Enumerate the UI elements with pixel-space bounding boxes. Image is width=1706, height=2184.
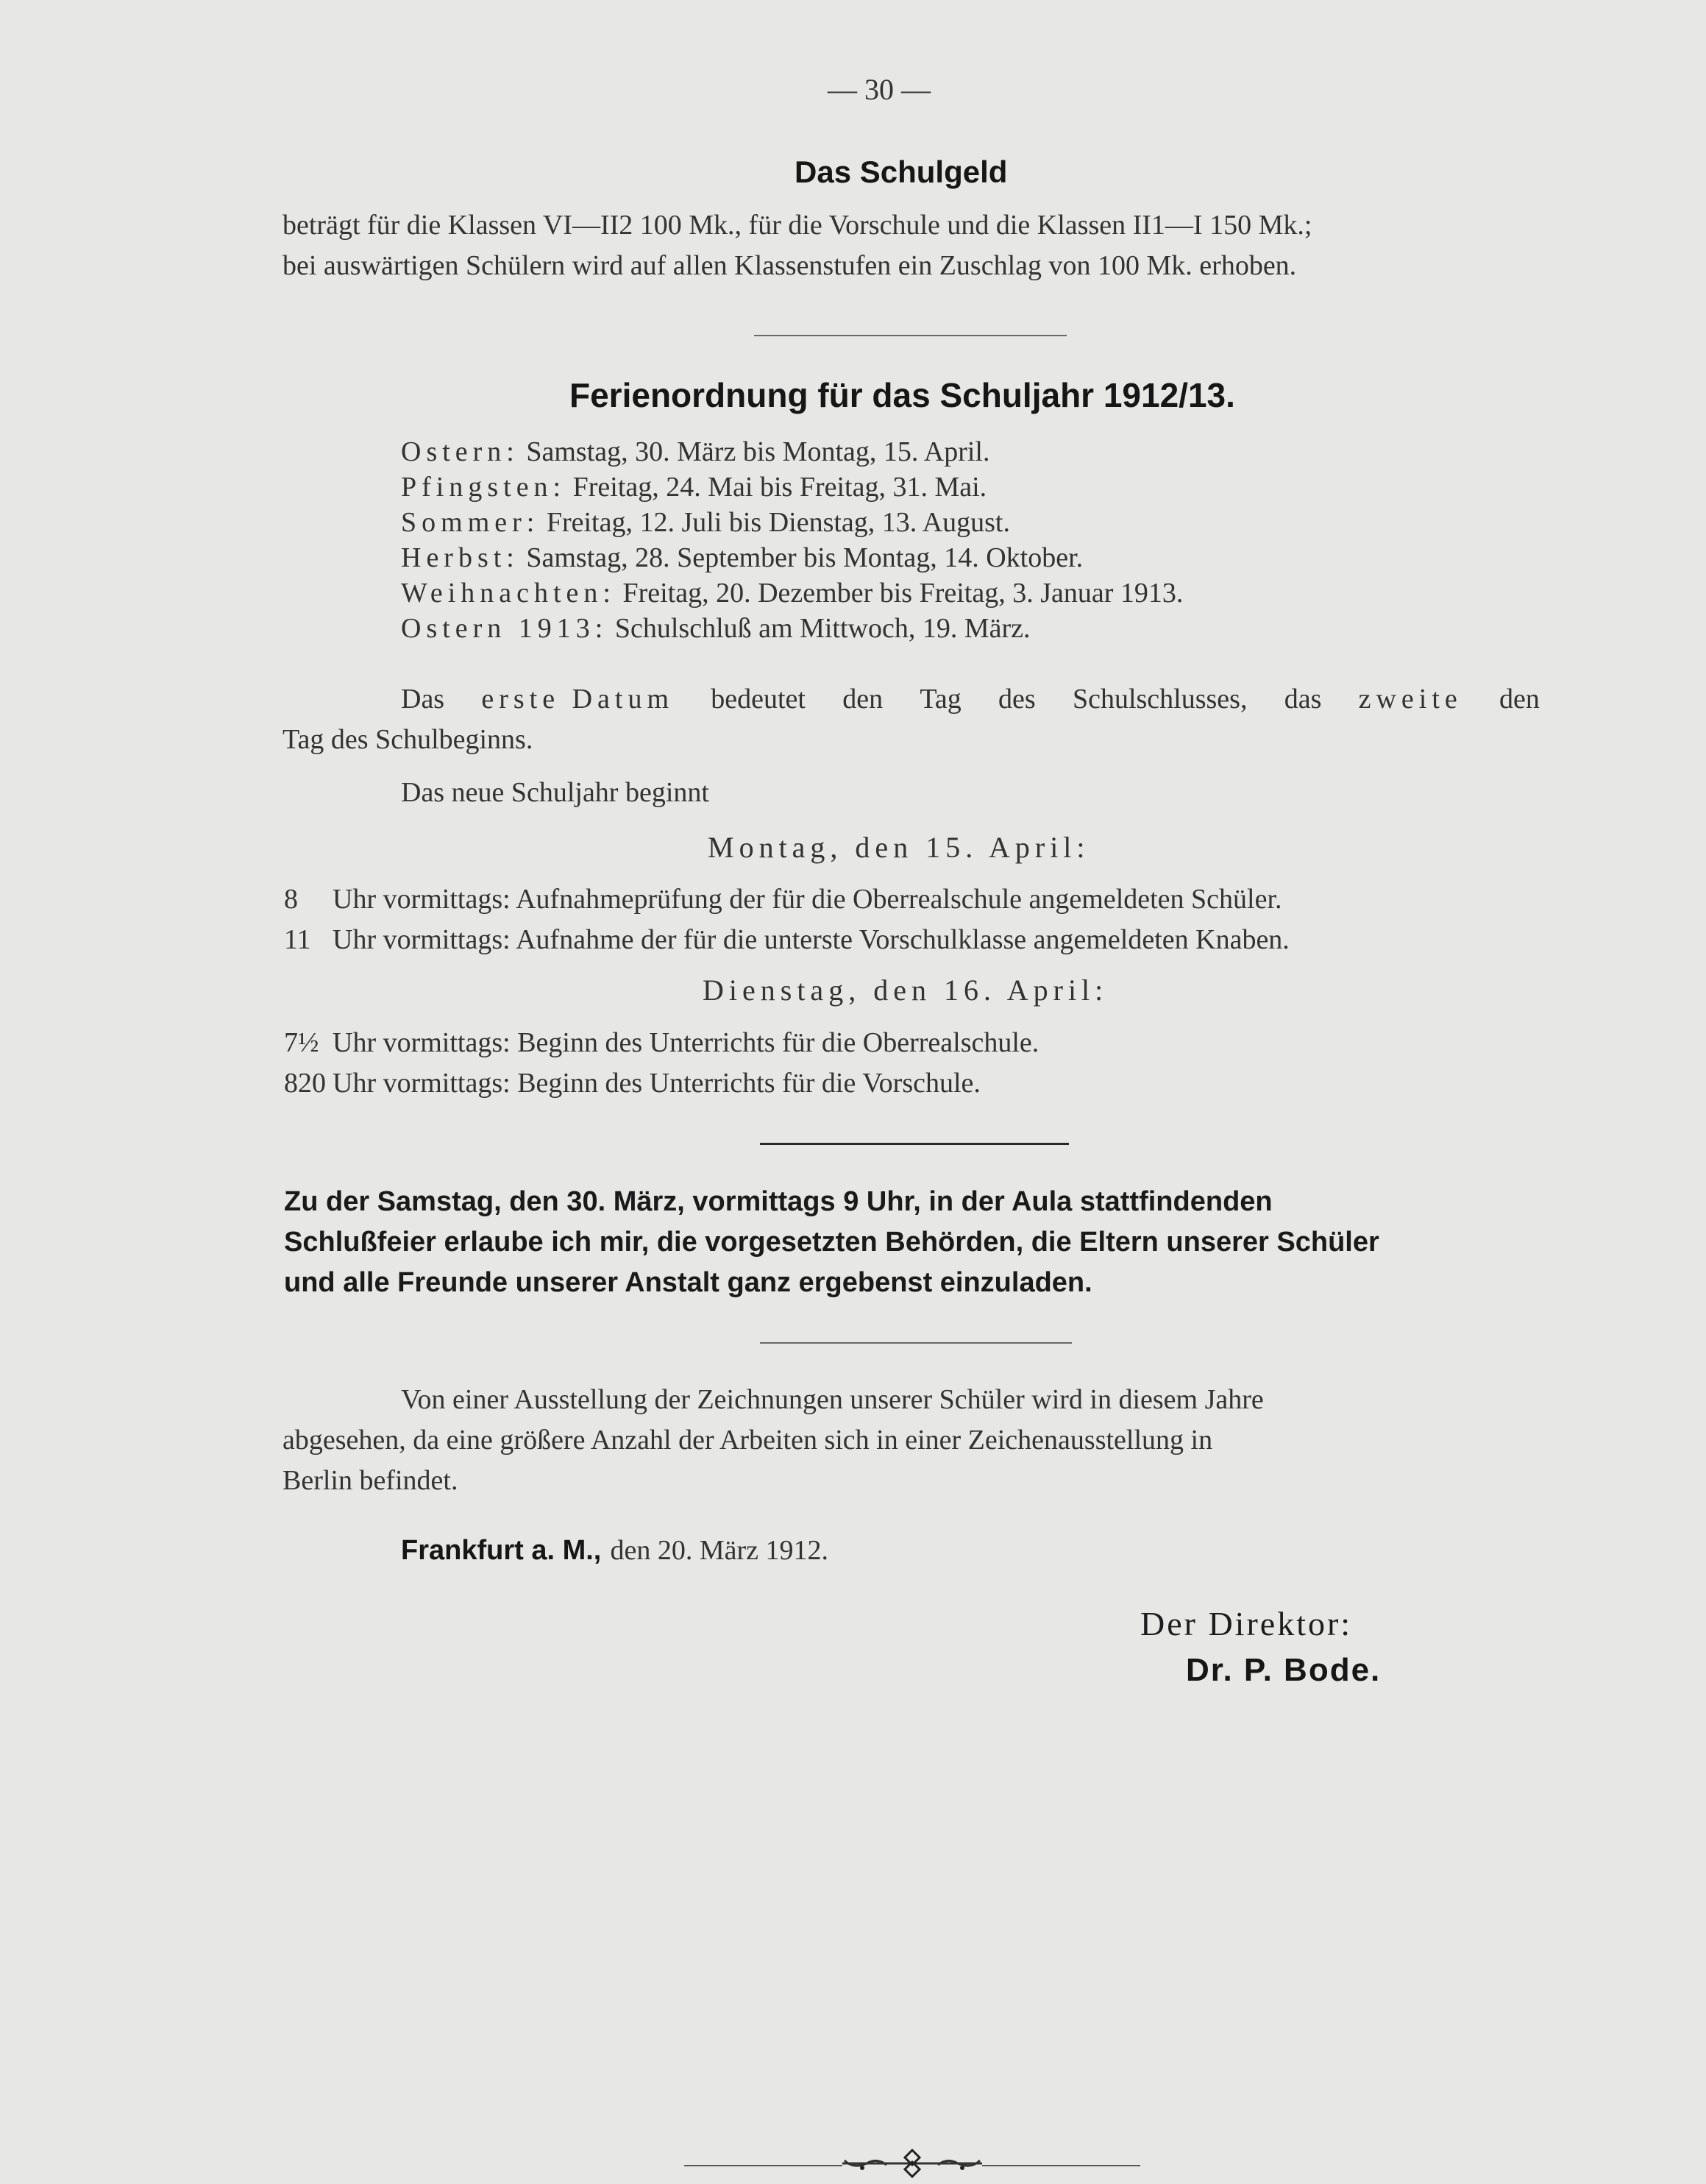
note-word: Schulschlusses, xyxy=(1072,684,1248,715)
note-word: den xyxy=(1499,684,1540,715)
exhibition-line-3: Berlin befindet. xyxy=(282,1465,458,1496)
ferien-dates: Schulschluß am Mittwoch, 19. März. xyxy=(614,613,1031,644)
schedule-time: 820 xyxy=(284,1068,326,1099)
note-word: des xyxy=(998,684,1036,715)
ferien-dates: Freitag, 20. Dezember bis Freitag, 3. Januar 1913. xyxy=(622,578,1184,609)
ferien-dates: Samstag, 30. März bis Montag, 15. April. xyxy=(526,436,990,467)
ferien-row xyxy=(401,506,1010,539)
invitation-line-2: Schlußfeier erlaube ich mir, die vorgesetzten Behörden, die Eltern unserer Schüler xyxy=(284,1227,1379,1258)
note-word: das xyxy=(1284,684,1322,715)
schulgeld-heading: Das Schulgeld xyxy=(795,155,1008,189)
ferien-note-line-1 xyxy=(401,683,1540,715)
invitation-line-3: und alle Freunde unserer Anstalt ganz ergebenst einzuladen. xyxy=(284,1267,1092,1298)
divider-1 xyxy=(754,335,1067,336)
invitation-text-1: Zu der Samstag, den 30. März, vormittags 9 Uhr, in der Aula stattfindenden xyxy=(284,1186,1273,1217)
note-word: bedeutet xyxy=(711,684,806,715)
schedule-row xyxy=(333,1027,1039,1059)
divider-2 xyxy=(760,1143,1069,1145)
schedule-time: 8 xyxy=(284,884,298,915)
schedule-row xyxy=(333,1067,981,1099)
ferien-dates: Freitag, 24. Mai bis Freitag, 31. Mai. xyxy=(572,472,987,503)
note-word: zweite xyxy=(1358,684,1462,715)
schulgeld-line-1 xyxy=(282,209,1540,241)
ferien-dates: Freitag, 12. Juli bis Dienstag, 13. August. xyxy=(546,507,1010,538)
new-year-text: Das neue Schuljahr beginnt xyxy=(401,777,709,808)
schedule-text: Beginn des Unterrichts für die Vorschule. xyxy=(517,1068,981,1099)
note-word: den xyxy=(842,684,884,715)
divider-3 xyxy=(760,1342,1072,1344)
note-word: Tag xyxy=(920,684,962,715)
ferien-label: Weihnachten: xyxy=(401,578,616,609)
schulgeld-line-2: bei auswärtigen Schülern wird auf allen Klassenstufen ein Zuschlag von 100 Mk. erhoben. xyxy=(282,250,1297,281)
ferien-label: Sommer: xyxy=(401,507,540,538)
note-word: erste Datum xyxy=(481,684,675,715)
day2-heading: Dienstag, den 16. April: xyxy=(703,974,1109,1007)
signature-title: Der Direktor: xyxy=(1140,1605,1353,1642)
ferien-heading: Ferienordnung für das Schuljahr 1912/13. xyxy=(569,376,1235,414)
ferien-row xyxy=(401,577,1183,609)
schedule-time: 11 xyxy=(284,924,311,955)
ferien-label: Pfingsten: xyxy=(401,472,566,503)
place-date xyxy=(401,1534,828,1567)
ferien-label: Ostern: xyxy=(401,436,519,467)
schulgeld-text-1: beträgt für die Klassen VI—II2 100 Mk., für die Vorschule und die Klassen II1—I 150 Mk.; xyxy=(282,210,1312,241)
schedule-time: 7½ xyxy=(284,1027,319,1058)
note-word: Das xyxy=(401,684,445,715)
ferien-label: Ostern 1913: xyxy=(401,613,608,644)
invitation-line-1 xyxy=(284,1186,1542,1218)
exhibition-line-1: Von einer Ausstellung der Zeichnungen unserer Schüler wird in diesem Jahre xyxy=(401,1384,1264,1415)
schedule-label: Uhr vormittags: xyxy=(333,924,511,955)
ferien-dates: Samstag, 28. September bis Montag, 14. Oktober. xyxy=(526,542,1084,573)
exhibition-line-2: abgesehen, da eine größere Anzahl der Arbeiten sich in einer Zeichenausstellung in xyxy=(282,1425,1213,1456)
schedule-text: Aufnahme der für die unterste Vorschulklasse angemeldeten Knaben. xyxy=(516,924,1290,955)
ferien-row xyxy=(401,436,990,468)
date: den 20. März 1912. xyxy=(610,1535,829,1566)
schedule-text: Beginn des Unterrichts für die Oberrealschule. xyxy=(517,1027,1039,1058)
page-number: — 30 — xyxy=(828,73,931,106)
ferien-label: Herbst: xyxy=(401,542,519,573)
ferien-row xyxy=(401,542,1083,574)
schedule-row xyxy=(333,923,1290,956)
ferien-row xyxy=(401,612,1031,645)
ferien-note-line-2: Tag des Schulbeginns. xyxy=(282,724,533,755)
flourish-ornament-icon xyxy=(684,2147,1140,2184)
day1-heading: Montag, den 15. April: xyxy=(708,831,1090,864)
signature-name: Dr. P. Bode. xyxy=(1186,1652,1382,1688)
schedule-label: Uhr vormittags: xyxy=(333,1068,511,1099)
ferien-row xyxy=(401,471,987,503)
schedule-row xyxy=(333,883,1282,915)
schedule-label: Uhr vormittags: xyxy=(333,1027,511,1058)
schedule-text: Aufnahmeprüfung der für die Oberrealschule angemeldeten Schüler. xyxy=(516,884,1282,915)
schedule-label: Uhr vormittags: xyxy=(333,884,511,915)
place: Frankfurt a. M., xyxy=(401,1535,602,1566)
